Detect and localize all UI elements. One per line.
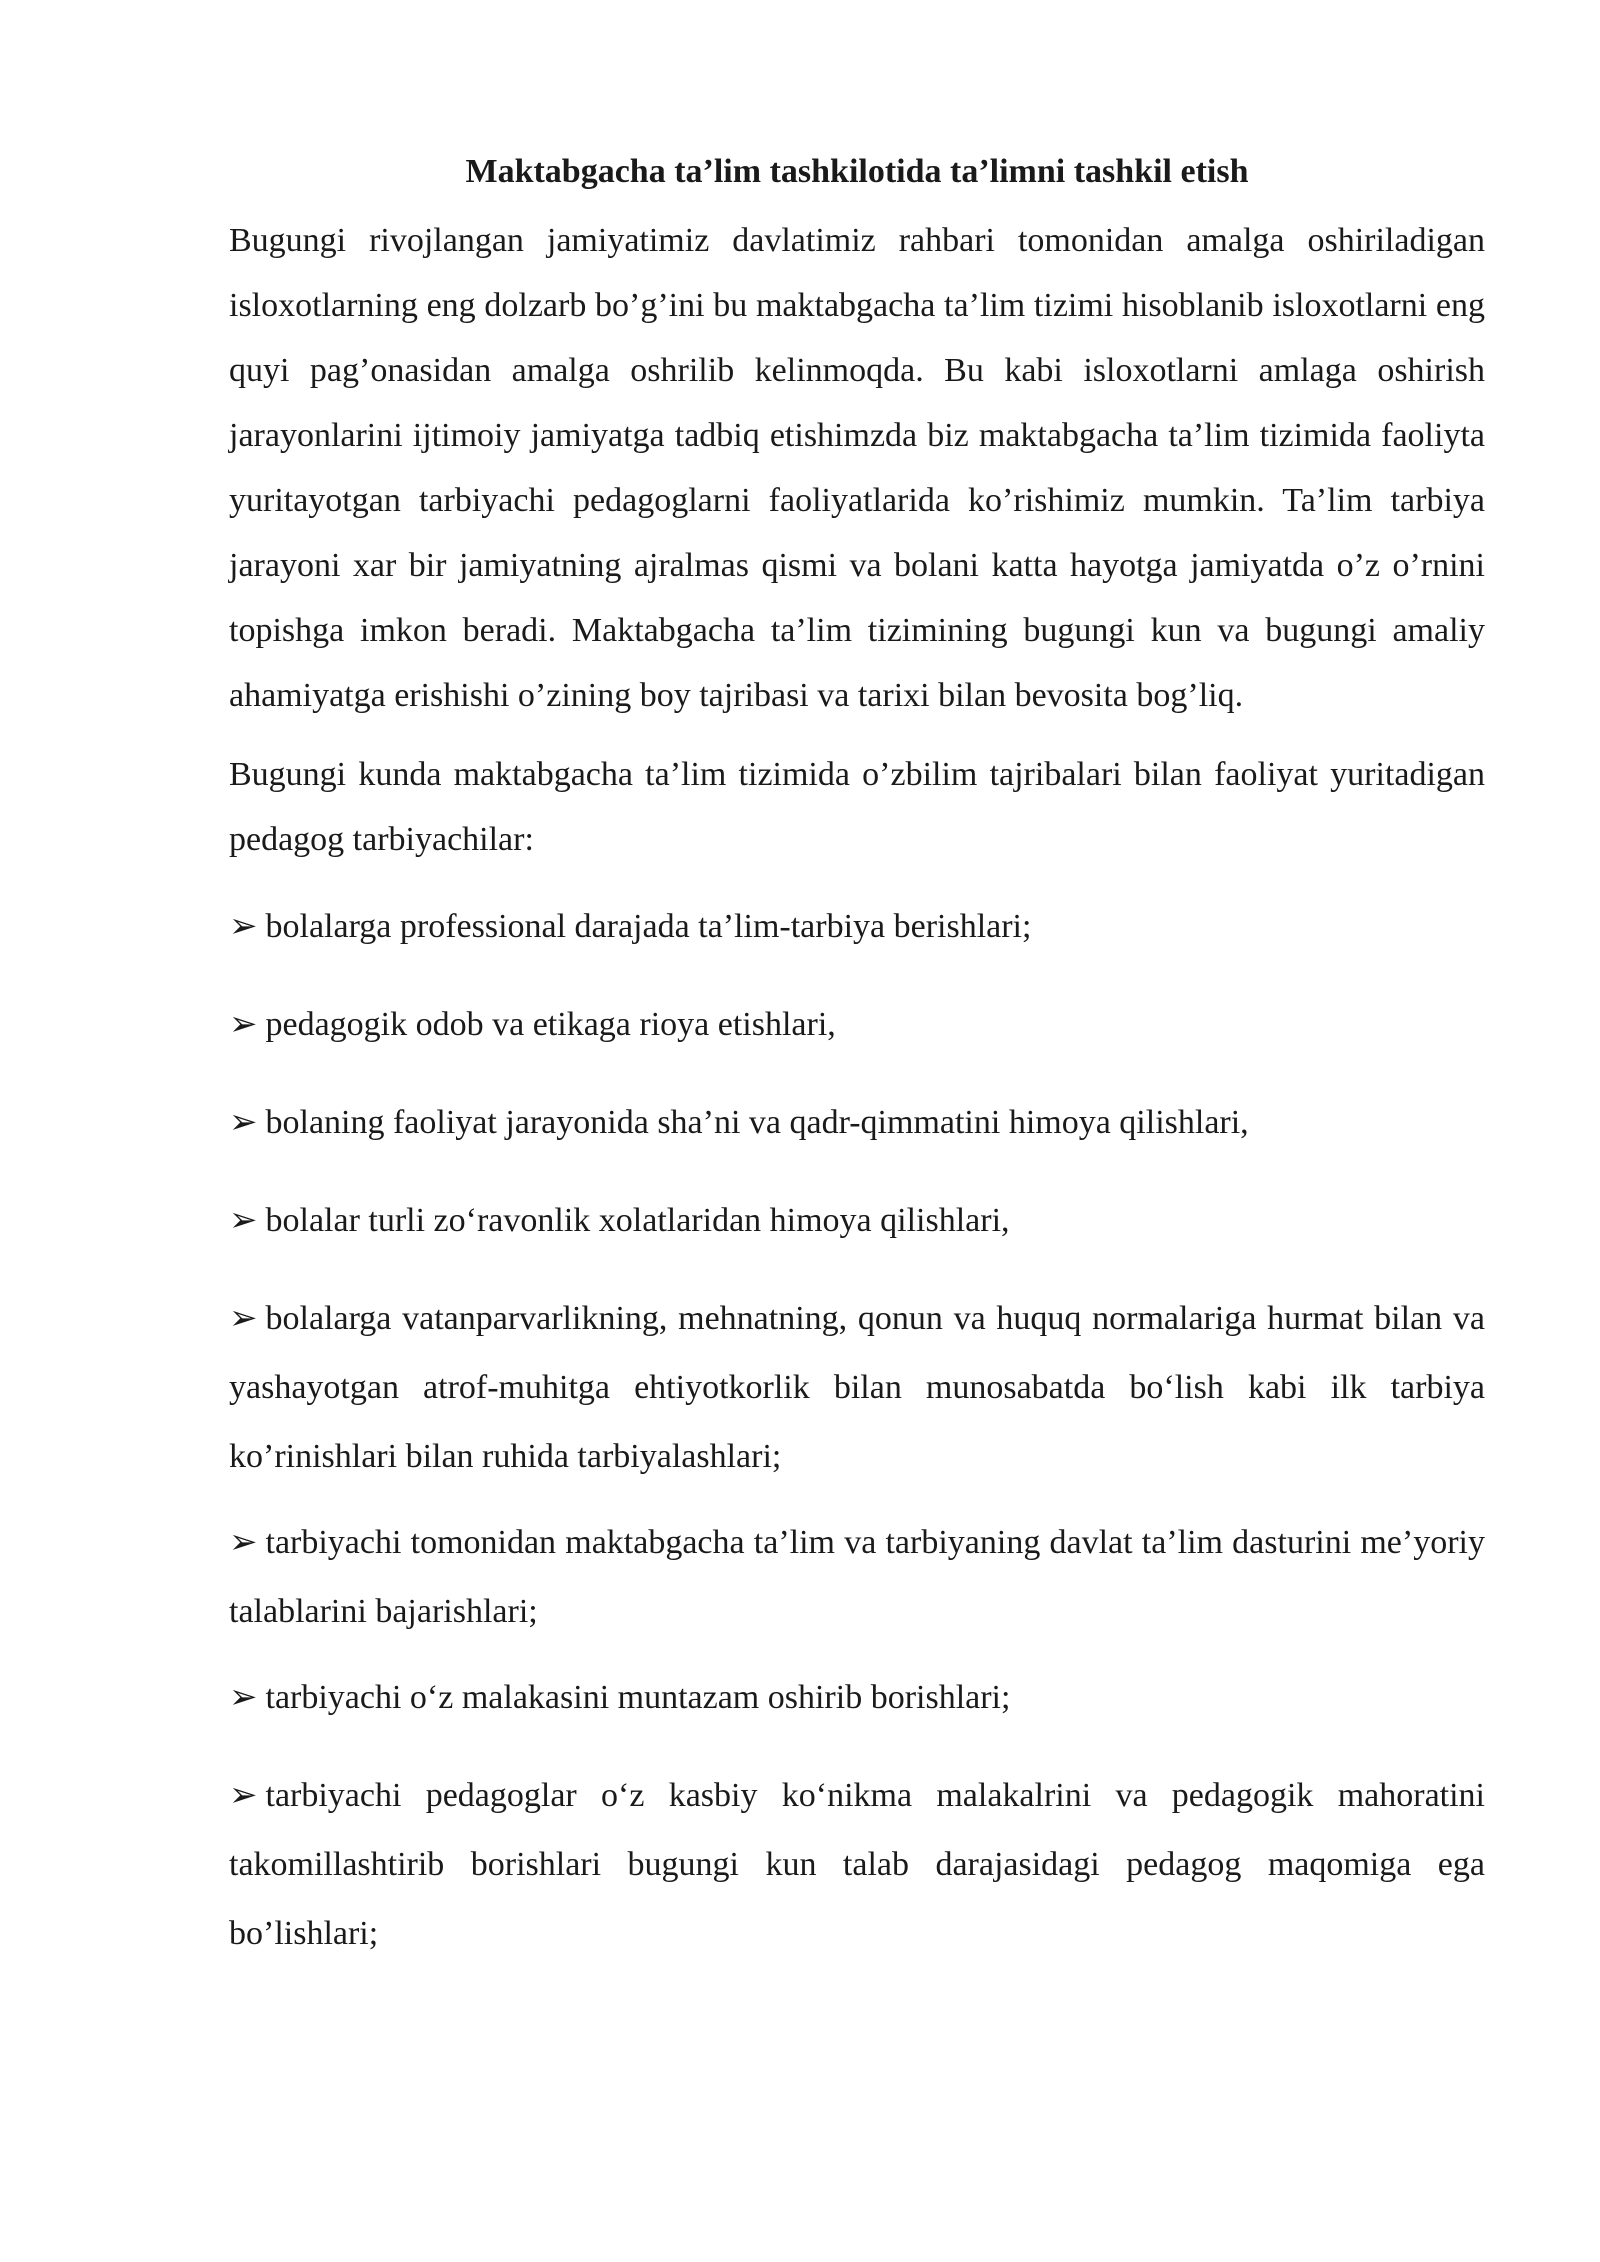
lead-paragraph: Bugungi kunda maktabgacha ta’lim tizimida o’zbilim tajribalari bilan faoliyat yuritadigan pedagog tarbiyachilar:: [229, 756, 1485, 858]
bullet-text: tarbiyachi o‘z malakasini muntazam oshirib borishlari;: [265, 1679, 1011, 1716]
document-page: [229, 148, 1485, 1985]
bullet-item: [229, 1088, 1485, 1157]
bullet-item: [229, 990, 1485, 1059]
bullet-item: [229, 892, 1485, 961]
bullet-arrow-icon: ➢: [229, 1300, 258, 1337]
bullet-item: [229, 1663, 1485, 1732]
bullet-text: tarbiyachi tomonidan maktabgacha ta’lim va tarbiyaning davlat ta’lim dasturini me’yoriy talablarini bajarishlari;: [229, 1524, 1485, 1630]
bullet-text: bolalar turli zo‘ravonlik xolatlaridan himoya qilishlari,: [265, 1202, 1010, 1239]
intro-paragraph: Bugungi rivojlangan jamiyatimiz davlatimiz rahbari tomonidan amalga oshiriladigan isloxotlarning eng dolzarb bo’g’ini bu maktabgacha ta’lim tizimi hisoblanib isloxotlarni eng quyi pag’onasidan amalga oshrilib kelinmoqda. Bu kabi isloxotlarni amlaga oshirish jarayonlarini ijtimoiy jamiyatga tadbiq etishimzda biz maktabgacha ta’lim tizimida faoliyta yuritayotgan tarbiyachi pedagoglarni faoliyatlarida ko’rishimiz mumkin. Ta’lim tarbiya jarayoni xar bir jamiyatning ajralmas qismi va bolani katta hayotga jamiyatda o’z o’rnini topishga imkon beradi. Maktabgacha ta’lim tizimining bugungi kun va bugungi amaliy ahamiyatga erishishi o’zining boy tajribasi va tarixi bilan bevosita bog’liq.: [229, 222, 1485, 714]
document-title: Maktabgacha ta’lim tashkilotida ta’limni tashkil etish: [465, 153, 1249, 190]
bullet-arrow-icon: ➢: [229, 1006, 258, 1043]
bullet-item: [229, 1508, 1485, 1646]
bullet-arrow-icon: ➢: [229, 908, 258, 945]
bullet-arrow-icon: ➢: [229, 1679, 258, 1716]
bullet-text: tarbiyachi pedagoglar o‘z kasbiy ko‘nikma malakalrini va pedagogik mahoratini takomillashtirib borishlari bugungi kun talab darajasidagi pedagog maqomiga ega bo’lishlari;: [229, 1777, 1485, 1952]
bullet-text: bolalarga vatanparvarlikning, mehnatning, qonun va huquq normalariga hurmat bilan va yashayotgan atrof-muhitga ehtiyotkorlik bilan munosabatda bo‘lish kabi ilk tarbiya ko’rinishlari bilan ruhida tarbiyalashlari;: [229, 1300, 1485, 1475]
bullet-text: pedagogik odob va etikaga rioya etishlari,: [265, 1006, 836, 1043]
bullet-item: [229, 1186, 1485, 1255]
bullet-item: [229, 1284, 1485, 1491]
bullet-arrow-icon: ➢: [229, 1202, 258, 1239]
bullet-text: bolalarga professional darajada ta’lim-tarbiya berishlari;: [265, 908, 1032, 945]
bullet-arrow-icon: ➢: [229, 1777, 258, 1814]
bullet-arrow-icon: ➢: [229, 1524, 258, 1561]
bullet-arrow-icon: ➢: [229, 1104, 258, 1141]
bullet-text: bolaning faoliyat jarayonida sha’ni va qadr-qimmatini himoya qilishlari,: [265, 1104, 1249, 1141]
bullet-item: [229, 1761, 1485, 1968]
